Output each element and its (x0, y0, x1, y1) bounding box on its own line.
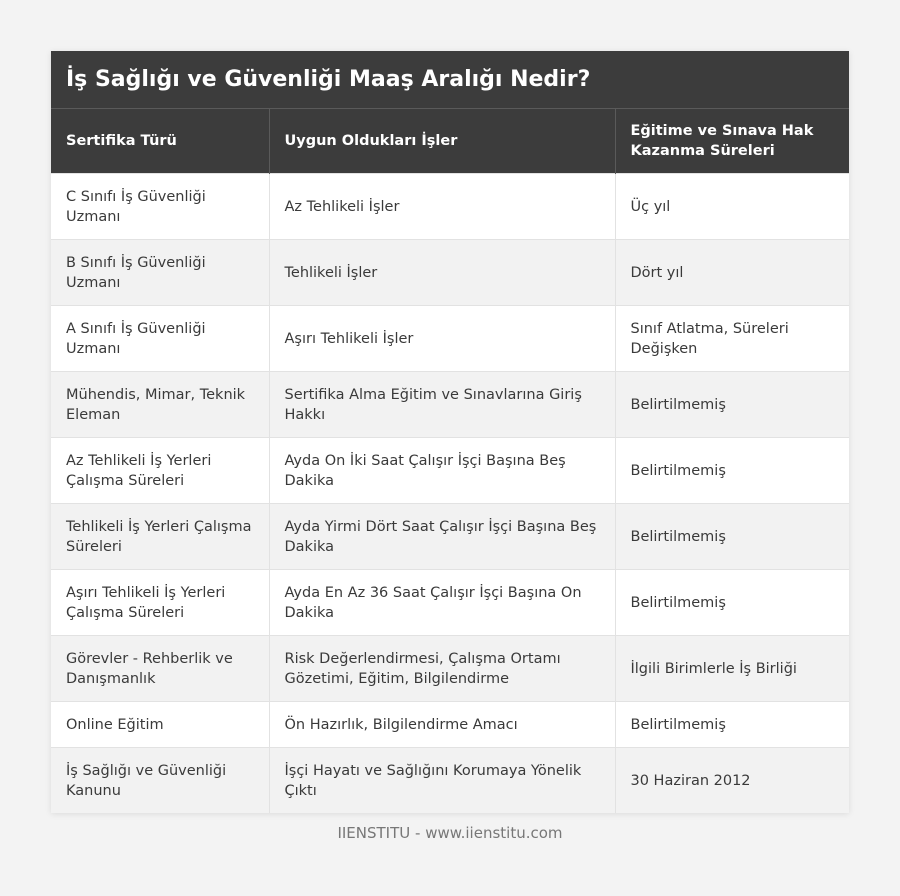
cell-suitable-jobs: Sertifika Alma Eğitim ve Sınavlarına Giriş Hakkı (269, 372, 615, 438)
data-table (51, 109, 849, 813)
table-row (51, 438, 849, 504)
cell-certificate-type: Az Tehlikeli İş Yerleri Çalışma Süreleri (51, 438, 269, 504)
cell-eligibility-period: Belirtilmemiş (615, 372, 849, 438)
cell-eligibility-period: Belirtilmemiş (615, 570, 849, 636)
header-certificate-type: Sertifika Türü (51, 109, 269, 174)
cell-eligibility-period: Sınıf Atlatma, Süreleri Değişken (615, 306, 849, 372)
table-row (51, 748, 849, 814)
cell-certificate-type: Tehlikeli İş Yerleri Çalışma Süreleri (51, 504, 269, 570)
table-row (51, 174, 849, 240)
cell-eligibility-period: Belirtilmemiş (615, 438, 849, 504)
cell-certificate-type: Online Eğitim (51, 702, 269, 748)
cell-suitable-jobs: Aşırı Tehlikeli İşler (269, 306, 615, 372)
cell-certificate-type: B Sınıfı İş Güvenliği Uzmanı (51, 240, 269, 306)
cell-suitable-jobs: Tehlikeli İşler (269, 240, 615, 306)
cell-certificate-type: Mühendis, Mimar, Teknik Eleman (51, 372, 269, 438)
cell-suitable-jobs: Ayda Yirmi Dört Saat Çalışır İşçi Başına Beş Dakika (269, 504, 615, 570)
table-row (51, 240, 849, 306)
table-row (51, 636, 849, 702)
header-suitable-jobs: Uygun Oldukları İşler (269, 109, 615, 174)
cell-suitable-jobs: Ayda On İki Saat Çalışır İşçi Başına Beş Dakika (269, 438, 615, 504)
table-row (51, 504, 849, 570)
cell-certificate-type: İş Sağlığı ve Güvenliği Kanunu (51, 748, 269, 814)
cell-suitable-jobs: Az Tehlikeli İşler (269, 174, 615, 240)
table-row (51, 372, 849, 438)
cell-eligibility-period: Üç yıl (615, 174, 849, 240)
table-row (51, 306, 849, 372)
cell-eligibility-period: 30 Haziran 2012 (615, 748, 849, 814)
cell-eligibility-period: Belirtilmemiş (615, 702, 849, 748)
table-row (51, 570, 849, 636)
header-row (51, 109, 849, 174)
cell-certificate-type: C Sınıfı İş Güvenliği Uzmanı (51, 174, 269, 240)
table-card (51, 51, 849, 813)
cell-suitable-jobs: İşçi Hayatı ve Sağlığını Korumaya Yönelik Çıktı (269, 748, 615, 814)
cell-eligibility-period: Dört yıl (615, 240, 849, 306)
cell-certificate-type: A Sınıfı İş Güvenliği Uzmanı (51, 306, 269, 372)
footer-credit: IIENSTITU - www.iienstitu.com (337, 824, 563, 842)
cell-eligibility-period: Belirtilmemiş (615, 504, 849, 570)
table-title: İş Sağlığı ve Güvenliği Maaş Aralığı Nedir? (51, 51, 849, 109)
cell-suitable-jobs: Risk Değerlendirmesi, Çalışma Ortamı Gözetimi, Eğitim, Bilgilendirme (269, 636, 615, 702)
cell-eligibility-period: İlgili Birimlerle İş Birliği (615, 636, 849, 702)
header-eligibility-period: Eğitime ve Sınava Hak Kazanma Süreleri (615, 109, 849, 174)
cell-suitable-jobs: Ön Hazırlık, Bilgilendirme Amacı (269, 702, 615, 748)
cell-certificate-type: Aşırı Tehlikeli İş Yerleri Çalışma Süreleri (51, 570, 269, 636)
table-row (51, 702, 849, 748)
cell-certificate-type: Görevler - Rehberlik ve Danışmanlık (51, 636, 269, 702)
cell-suitable-jobs: Ayda En Az 36 Saat Çalışır İşçi Başına On Dakika (269, 570, 615, 636)
